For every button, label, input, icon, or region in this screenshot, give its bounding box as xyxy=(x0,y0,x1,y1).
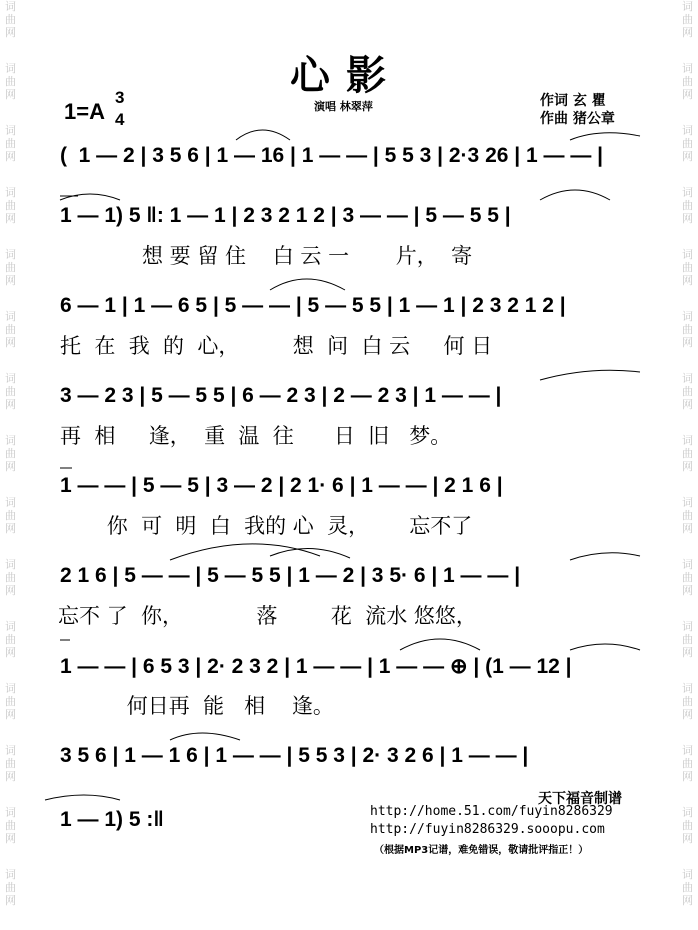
left-watermark-column: 词 曲 网 xyxy=(5,620,16,659)
left-watermark-column: 词 曲 网 xyxy=(5,310,16,349)
right-watermark-column: 词 曲 网 xyxy=(682,558,693,597)
lyric-row-6: 忘不 了 你， 落 花 流水 悠悠， xyxy=(58,604,477,628)
right-watermark-column: 词 曲 网 xyxy=(682,186,693,225)
left-watermark-column: 词 曲 网 xyxy=(5,248,16,287)
left-watermark-column: 词 曲 网 xyxy=(5,868,16,907)
notation-row-8: 3 5 6 | 1 — 1 6 | 1 — — | 5 5 3 | 2· 3 2 6 | 1 — — | xyxy=(60,744,529,767)
url-line-1[interactable]: http://home.51.com/fuyin8286329 xyxy=(370,804,613,819)
notation-row-4: 3 — 2 3 | 5 — 5 5 | 6 — 2 3 | 2 — 2 3 | 1 — — | xyxy=(60,384,502,407)
left-watermark-column: 词 曲 网 xyxy=(5,682,16,721)
left-watermark-column: 词 曲 网 xyxy=(5,744,16,783)
time-signature-bottom: 4 xyxy=(115,110,125,129)
left-watermark-column: 词 曲 网 xyxy=(5,558,16,597)
right-watermark-column: 词 曲 网 xyxy=(682,372,693,411)
composer-credit: 作曲 猪公章 xyxy=(540,111,615,127)
right-watermark-column: 词 曲 网 xyxy=(682,124,693,163)
right-watermark-column: 词 曲 网 xyxy=(682,868,693,907)
producer-credit: 天下福音制谱 xyxy=(538,791,622,807)
notation-row-1: ( 1 — 2 | 3 5 6 | 1 — 16 | 1 — — | 5 5 3 | 2·3 26 | 1 — — | xyxy=(60,144,604,167)
right-watermark-column: 词 曲 网 xyxy=(682,0,693,39)
lyric-row-4: 再 相 逢， 重 温 往 日 旧 梦。 xyxy=(60,424,452,448)
left-watermark-column: 词 曲 网 xyxy=(5,496,16,535)
right-watermark-column: 词 曲 网 xyxy=(682,496,693,535)
left-watermark-column: 词 曲 网 xyxy=(5,62,16,101)
disclaimer-note: （根据MP3记谱，难免错误，敬请批评指正！） xyxy=(374,845,589,856)
left-watermark-column: 词 曲 网 xyxy=(5,124,16,163)
right-watermark-column: 词 曲 网 xyxy=(682,806,693,845)
song-title: 心影 xyxy=(290,52,402,99)
right-watermark-column: 词 曲 网 xyxy=(682,682,693,721)
lyric-row-7: 何日再 能 相 逢。 xyxy=(60,694,334,718)
notation-row-7: 1 — — | 6 5 3 | 2· 2 3 2 | 1 — — | 1 — — ⊕ | (1 — 12 | xyxy=(60,655,572,678)
right-watermark-column: 词 曲 网 xyxy=(682,434,693,473)
lyric-row-5: 你 可 明 白 我的 心 灵， 忘不了 xyxy=(60,514,473,538)
right-watermark-column: 词 曲 网 xyxy=(682,248,693,287)
notation-row-5: 1 — — | 5 — 5 | 3 — 2 | 2 1· 6 | 1 — — | 2 1 6 | xyxy=(60,474,503,497)
notation-row-9: 1 — 1) 5 :‖ xyxy=(60,808,164,831)
left-watermark-column: 词 曲 网 xyxy=(5,0,16,39)
notation-row-6: 2 1 6 | 5 — — | 5 — 5 5 | 1 — 2 | 3 5· 6 | 1 — — | xyxy=(60,564,521,587)
url-line-2[interactable]: http://fuyin8286329.sooopu.com xyxy=(370,822,605,837)
right-watermark-column: 词 曲 网 xyxy=(682,310,693,349)
left-watermark-column: 词 曲 网 xyxy=(5,372,16,411)
left-watermark-column: 词 曲 网 xyxy=(5,434,16,473)
left-watermark-column: 词 曲 网 xyxy=(5,186,16,225)
right-watermark-column: 词 曲 网 xyxy=(682,62,693,101)
time-signature-top: 3 xyxy=(115,88,125,107)
notation-row-3: 6 — 1 | 1 — 6 5 | 5 — — | 5 — 5 5 | 1 — 1 | 2 3 2 1 2 | xyxy=(60,294,566,317)
right-watermark-column: 词 曲 网 xyxy=(682,620,693,659)
left-watermark-column: 词 曲 网 xyxy=(5,806,16,845)
lyric-row-3: 托 在 我 的 心， 想 问 白 云 何 日 xyxy=(60,334,493,358)
lyric-row-2: 想 要 留 住 白 云 一 片， 寄 xyxy=(142,244,473,268)
notation-row-2: 1 — 1) 5 ‖: 1 — 1 | 2 3 2 1 2 | 3 — — | 5 — 5 5 | xyxy=(60,204,511,227)
key-signature: 1=A xyxy=(64,99,105,124)
lyricist-credit: 作词 玄 瞿 xyxy=(540,93,606,109)
singer-credit: 演唱 林翠萍 xyxy=(314,100,373,113)
right-watermark-column: 词 曲 网 xyxy=(682,744,693,783)
